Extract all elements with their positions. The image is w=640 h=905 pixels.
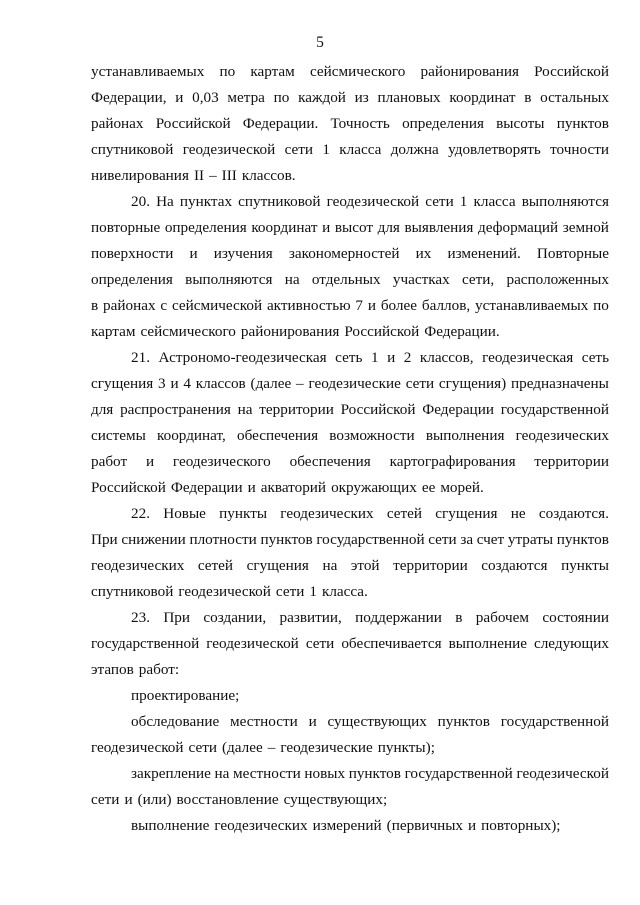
word: районирования [240,323,340,340]
word: (или) [137,791,172,808]
text-line [131,764,609,784]
word: утраты [507,531,554,548]
word: геодезической [178,583,271,600]
word: для [91,401,114,418]
word: сгущения [246,557,309,574]
word: создании, [203,609,267,626]
word: выполняются [185,271,273,288]
word: создаются [481,557,548,574]
word: и [170,375,179,392]
word: метра [227,89,265,106]
word: по [593,297,609,314]
word: пунктов [437,713,490,730]
word: новых [304,765,346,782]
word: и [367,297,376,314]
page-number: 5 [316,34,324,51]
word: III [221,167,237,184]
word: земной [562,219,609,236]
word: – [267,739,276,756]
word: территории [259,401,334,418]
text-line [91,270,609,290]
word: закрепление [131,765,211,782]
word: обеспечения [289,453,371,470]
word: – [209,167,217,184]
word: государственной [500,401,609,418]
word: сгущения [91,375,154,392]
word: геодезические [308,375,401,392]
word: На [156,193,174,210]
text-line [91,322,609,342]
word: Российской [155,115,231,132]
word: снижении [121,531,186,548]
text-line [91,114,609,134]
word: и [145,453,155,470]
word: и [175,89,184,106]
text-line [91,296,609,316]
word: геодезической [206,635,299,652]
word: и [468,817,477,834]
word: координат [449,89,516,106]
word: окружающих [331,479,417,496]
word: предназначены [511,375,609,392]
text-line [91,660,609,680]
word: сети [188,739,217,756]
word: ее [421,479,436,496]
word: каждой [298,89,346,106]
word: повторных); [481,817,561,834]
word: не [510,505,526,522]
word: плотности [189,531,257,548]
word: остальных [540,89,609,106]
text-line [91,634,609,654]
text-line [131,686,609,706]
word: координат, [157,427,226,444]
word: акваторий [260,479,327,496]
word: морей. [440,479,484,496]
word: и [308,713,317,730]
word: закономерностей [288,245,400,262]
word: должна [390,141,439,158]
word: на [237,401,253,418]
text-line [91,374,609,394]
word: Федерации [170,479,243,496]
word: геодезической [516,765,609,782]
word: сейсмического [140,323,236,340]
word: районирования [420,63,519,80]
word: геодезической [91,739,184,756]
word: на [322,557,338,574]
word: картографирования [389,453,516,470]
word: в [524,89,532,106]
text-line [91,62,609,82]
word: баллов, [421,297,471,314]
word: более [380,297,417,314]
word: классов [195,375,246,392]
word: спутниковой [91,141,174,158]
word: Российской [344,323,420,340]
word: При [163,609,191,626]
word: существующих; [283,791,388,808]
text-line [91,530,609,550]
word: высот [334,219,373,236]
word: пункты); [377,739,435,756]
word: выполняются [521,193,609,210]
word: II [193,167,205,184]
word: развитии, [279,609,342,626]
word: Федерации. [424,323,500,340]
word: класса [473,193,516,210]
text-line [131,608,609,628]
word: местности [230,713,298,730]
word: определения [402,115,484,132]
word: точности [550,141,609,158]
text-line [91,166,609,186]
word: для [377,219,400,236]
word: измерений [312,817,382,834]
word: Российской [91,479,166,496]
word: повторные [91,219,161,236]
text-line [91,88,609,108]
word: районах [103,297,156,314]
word: выполнение [131,817,210,834]
word: изменений. [447,245,521,262]
word: их [415,245,432,262]
word: сети [275,583,305,600]
word: сетей [197,557,234,574]
word: состоянии [542,609,609,626]
word: существующих [327,713,427,730]
word: сети, [461,271,495,288]
word: 2 [403,349,412,366]
word: районах [91,115,144,132]
word: счет [476,531,505,548]
word: спутниковой [238,193,321,210]
word: территории [393,557,468,574]
word: Федерации, [91,89,167,106]
text-line [131,816,609,836]
word: геодезических [280,505,374,522]
word: пунктов [348,765,401,782]
text-line [91,400,609,420]
word: геодезического [172,453,271,470]
word: геодезических [214,817,308,834]
word: участках [392,271,450,288]
word: активностью [266,297,351,314]
word: создаются. [538,505,609,522]
text-line [91,582,609,602]
word: с [160,297,168,314]
word: и [322,219,331,236]
word: геодезической [326,193,420,210]
word: устанавливаемых [91,63,205,80]
text-line [131,712,609,732]
word: геодезические [280,739,373,756]
word: сетей [386,505,423,522]
word: координат [251,219,318,236]
word: по [219,63,236,80]
word: – [296,375,304,392]
word: нивелирования [91,167,189,184]
word: 20. [131,193,150,210]
word: из [354,89,369,106]
word: При [91,531,118,548]
text-line [91,426,609,446]
word: восстановление [176,791,279,808]
word: государственной [404,765,513,782]
word: выявления [404,219,474,236]
text-line [131,348,609,368]
word: государственной [91,635,200,652]
word: государственной [316,531,425,548]
word: системы [91,427,146,444]
word: пунктах [179,193,233,210]
word: пункты [219,505,268,522]
word: (далее [250,375,292,392]
word: в [455,609,463,626]
word: пунктов [556,531,609,548]
word: сгущения) [438,375,507,392]
word: устанавливаемых [475,297,589,314]
word: Повторные [536,245,609,262]
word: местности [233,765,301,782]
word: на [214,765,230,782]
text-line [91,790,609,810]
text-line [91,452,609,472]
word: отдельных [311,271,381,288]
word: геодезическая [482,349,574,366]
word: пунктов [556,115,609,132]
word: Точность [330,115,390,132]
word: Астрономо-геодезическая [158,349,327,366]
word: сети [405,375,435,392]
word: классов. [241,167,296,184]
word: геодезической [182,141,276,158]
word: 22. [131,505,150,522]
word: сеть [335,349,363,366]
text-line [131,504,609,524]
word: Новые [163,505,206,522]
word: Российской [534,63,609,80]
word: классов, [419,349,474,366]
word: (первичных [386,817,464,834]
word: обследование [131,713,220,730]
text-line [91,218,609,238]
word: 1 [322,141,330,158]
word: изучения [213,245,273,262]
text-line [131,192,609,212]
text-line [91,738,609,758]
text-line [91,140,609,160]
word: 21. [131,349,150,366]
word: плановых [377,89,441,106]
word: геодезических [515,427,609,444]
word: сейсмического [309,63,406,80]
word: удовлетворять [448,141,541,158]
word: пункты [561,557,609,574]
word: сети [91,791,120,808]
word: по [273,89,290,106]
text-line [91,478,609,498]
word: пунктов [260,531,313,548]
word: Федерации. [242,115,319,132]
word: работ [91,453,128,470]
word: расположенных [506,271,609,288]
word: класса [339,141,382,158]
word: возможности [329,427,415,444]
word: 1 [309,583,317,600]
word: и [189,245,198,262]
word: 3 [158,375,166,392]
text-line [91,556,609,576]
word: этапов [91,661,134,678]
word: государственной [500,713,609,730]
word: сейсмической [171,297,263,314]
word: проектирование; [131,687,240,704]
word: сеть [581,349,609,366]
word: 23. [131,609,150,626]
word: территории [534,453,609,470]
word: и [124,791,133,808]
word: поверхности [91,245,174,262]
word: сгущения [435,505,498,522]
word: выполнения [425,427,505,444]
word: выполнение [448,635,527,652]
word: определения [91,271,173,288]
word: 4 [183,375,191,392]
word: Федерации [422,401,494,418]
word: класса. [321,583,368,600]
word: картам [250,63,295,80]
word: на [284,271,300,288]
word: 7 [355,297,363,314]
word: 1 [459,193,468,210]
word: рабочем [475,609,530,626]
text-line [91,244,609,264]
word: в [91,297,99,314]
word: и [387,349,396,366]
word: этой [350,557,380,574]
word: картам [91,323,136,340]
word: обеспечения [237,427,319,444]
word: (далее [221,739,263,756]
word: распространения [120,401,231,418]
word: деформаций [478,219,559,236]
word: определения [164,219,247,236]
word: следующих [533,635,609,652]
word: сети [305,635,335,652]
word: обеспечивается [341,635,442,652]
word: поддержании [355,609,442,626]
word: 0,03 [192,89,219,106]
word: сети [428,531,457,548]
word: работ: [138,661,180,678]
word: геодезических [91,557,185,574]
word: спутниковой [91,583,174,600]
word: и [247,479,256,496]
word: за [460,531,474,548]
word: высоты [496,115,545,132]
word: Российской [340,401,416,418]
word: сети [284,141,313,158]
word: сети [425,193,454,210]
word: 1 [370,349,379,366]
